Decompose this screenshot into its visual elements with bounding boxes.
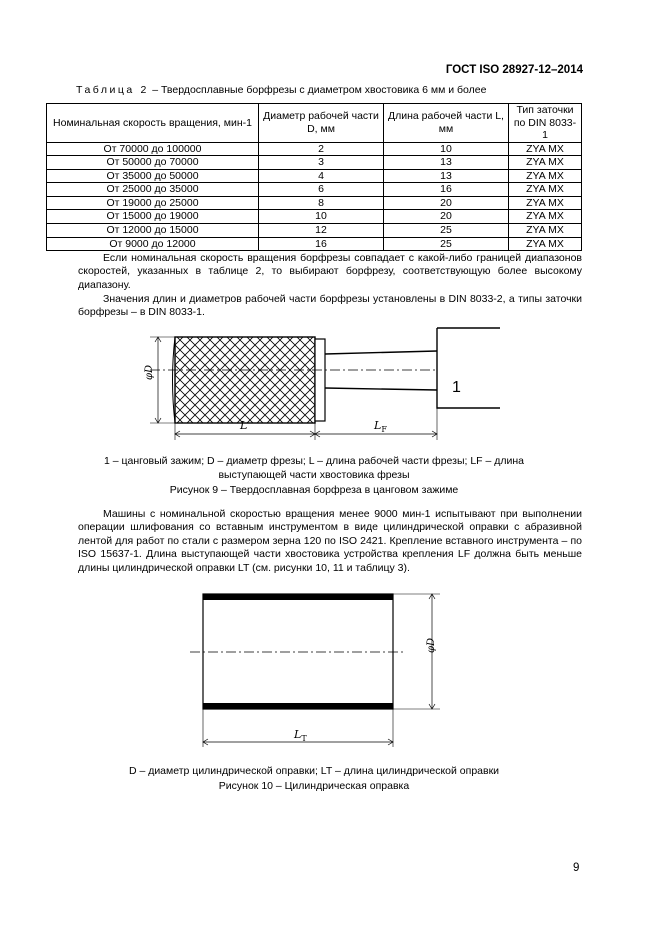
label-diameter: φD	[144, 364, 155, 380]
table-cell: 16	[384, 183, 509, 197]
table-caption-number: 2	[140, 84, 147, 96]
table-cell: 25	[384, 224, 509, 238]
burr-tool	[173, 337, 438, 423]
table-cell: От 9000 до 12000	[47, 237, 259, 251]
table-cell: 8	[259, 196, 384, 210]
table-cell: 25	[384, 237, 509, 251]
paragraph-din-reference: Значения длин и диаметров рабочей части борфрезы установлены в DIN 8033-2, а типы заточки борфрезы – в DIN 8033-1.	[78, 293, 582, 319]
table-caption	[76, 84, 486, 96]
table-cell: От 25000 до 35000	[47, 183, 259, 197]
table-cell: 16	[259, 237, 384, 251]
table-cell: 10	[259, 210, 384, 224]
table-row	[47, 210, 582, 224]
table-cell: 10	[384, 142, 509, 156]
table-cell: От 12000 до 15000	[47, 224, 259, 238]
header-diameter: Диаметр рабочей части D, мм	[259, 104, 384, 143]
table-cell: ZYA MX	[509, 224, 582, 238]
table-cell: От 70000 до 100000	[47, 142, 259, 156]
table-row	[47, 142, 582, 156]
paragraph-low-speed: Машины с номинальной скоростью вращения менее 9000 мин-1 испытывают при выполнении операции шлифования со вставным инструментом в виде цилиндрической оправки с абразивной лентой для работ по стали с размером зерна 120 по ISO 2421. Крепление вставного инструмента – по ISO 15637-1. Длина выступающей части хвостовика устройства крепления LF должна быть меньше длины цилиндрической оправки LT (см. рисунки 10, 11 и таблицу 3).	[78, 508, 582, 574]
mandrel-label-LT: $L_T$	[294, 728, 307, 743]
table-cell: 20	[384, 210, 509, 224]
document-header: ГОСТ ISO 28927-12–2014	[445, 64, 583, 76]
table-caption-text: – Твердосплавные борфрезы с диаметром хвостовика 6 мм и более	[152, 84, 487, 96]
table-cell: ZYA MX	[509, 156, 582, 170]
table-cell: 13	[384, 169, 509, 183]
table-row	[47, 183, 582, 197]
cylindrical-mandrel	[203, 594, 393, 709]
figure9-drawing	[0, 320, 661, 450]
table-cell: ZYA MX	[509, 196, 582, 210]
label-L: L	[240, 419, 248, 432]
table-row	[47, 237, 582, 251]
table-cell: 12	[259, 224, 384, 238]
header-sharpening: Тип заточки по DIN 8033-1	[509, 104, 582, 143]
figure10-drawing	[0, 585, 661, 750]
label-LF: $L_F$	[374, 419, 387, 434]
table-cell: ZYA MX	[509, 183, 582, 197]
table-cell: 2	[259, 142, 384, 156]
table-cell: 4	[259, 169, 384, 183]
table-header-row	[47, 104, 582, 143]
header-speed: Номинальная скорость вращения, мин-1	[47, 104, 259, 143]
figure10-legend: D – диаметр цилиндрической оправки; LT – длина цилиндрической оправки	[128, 765, 500, 777]
table-cell: ZYA MX	[509, 142, 582, 156]
table-cell: От 50000 до 70000	[47, 156, 259, 170]
table-cell: 13	[384, 156, 509, 170]
paragraph-speed-boundary: Если номинальная скорость вращения борфрезы совпадает с какой-либо границей диапазонов скоростей, указанных в таблице 2, то выбирают борфрезу, соответствующую более высокому диапазону.	[78, 252, 582, 291]
figure9-legend-line2: выступающей части хвостовика фрезы	[218, 469, 410, 481]
table-row	[47, 169, 582, 183]
collet-chuck	[437, 328, 500, 408]
table-caption-prefix: Таблица	[76, 84, 135, 96]
table-cell: От 15000 до 19000	[47, 210, 259, 224]
table-cell: 3	[259, 156, 384, 170]
table-row	[47, 156, 582, 170]
page-number: 9	[573, 862, 580, 874]
table-cell: ZYA MX	[509, 210, 582, 224]
table-cell: ZYA MX	[509, 169, 582, 183]
mandrel-label-diameter: φD	[426, 637, 437, 653]
table-cell: От 35000 до 50000	[47, 169, 259, 183]
table-cell: ZYA MX	[509, 237, 582, 251]
label-collet: 1	[452, 379, 461, 396]
figure9-legend-line1: 1 – цанговый зажим; D – диаметр фрезы; L – длина рабочей части фрезы; LF – длина	[103, 455, 525, 467]
figure10-title: Рисунок 10 – Цилиндрическая оправка	[218, 780, 410, 792]
table-cell: 6	[259, 183, 384, 197]
table-cell: 20	[384, 196, 509, 210]
table-row	[47, 224, 582, 238]
table-cell: От 19000 до 25000	[47, 196, 259, 210]
figure9-title: Рисунок 9 – Твердосплавная борфреза в цанговом зажиме	[169, 484, 459, 496]
header-length: Длина рабочей части L, мм	[384, 104, 509, 143]
speed-table	[46, 103, 582, 251]
table-row	[47, 196, 582, 210]
